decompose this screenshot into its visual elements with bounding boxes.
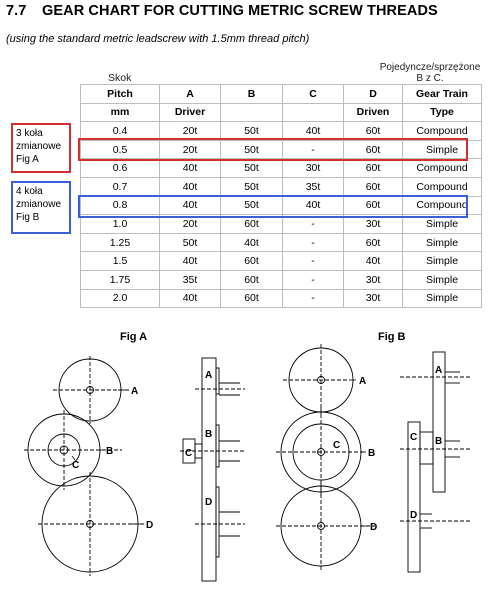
note-line: Fig A: [16, 154, 39, 165]
table-cell: 60t: [344, 140, 403, 159]
table-cell: 2.0: [81, 289, 160, 308]
header-cell: Driver: [160, 103, 221, 122]
fig-b-label: Fig B: [378, 331, 406, 343]
table-cell: -: [283, 252, 344, 271]
table-cell: 50t: [160, 233, 221, 252]
table-cell: 35t: [283, 177, 344, 196]
table-cell: 30t: [283, 159, 344, 178]
side-plate-b-lower: [408, 422, 420, 572]
table-cell: 40t: [283, 196, 344, 215]
table-cell: 60t: [344, 159, 403, 178]
note-line: zmianowe: [16, 141, 62, 152]
table-cell: 1.25: [81, 233, 160, 252]
header-cell: D: [344, 85, 403, 104]
table-cell: 40t: [160, 196, 221, 215]
fig-a-side-label-a: A: [205, 370, 213, 381]
table-cell: 50t: [221, 122, 283, 141]
header-cell: Driven: [344, 103, 403, 122]
header-cell: B: [221, 85, 283, 104]
fig-a-label-d: D: [146, 520, 154, 531]
fig-b-label-b: B: [368, 448, 376, 459]
table-cell: -: [283, 289, 344, 308]
annotation-skok: Skok: [108, 72, 132, 84]
table-cell: 20t: [160, 215, 221, 234]
table-cell: -: [283, 270, 344, 289]
table-cell: 40t: [283, 122, 344, 141]
title-text: GEAR CHART FOR CUTTING METRIC SCREW THREADS: [42, 3, 438, 19]
table-cell: 1.5: [81, 252, 160, 271]
header-cell: mm: [81, 103, 160, 122]
table-cell: Simple: [403, 215, 482, 234]
table-cell: 1.0: [81, 215, 160, 234]
fig-b-side-label-b: B: [435, 436, 443, 447]
table-cell: 1.75: [81, 270, 160, 289]
fig-a-side-label-c: C: [185, 448, 193, 459]
fig-a-side-view: [180, 358, 245, 581]
table-cell: 60t: [221, 289, 283, 308]
table-cell: 60t: [344, 177, 403, 196]
fig-b-side-label-d: D: [410, 510, 418, 521]
table-cell: 50t: [221, 196, 283, 215]
header-cell: Pitch: [81, 85, 160, 104]
table-cell: 0.5: [81, 140, 160, 159]
table-cell: Compound: [403, 177, 482, 196]
table-cell: Compound: [403, 196, 482, 215]
table-cell: Simple: [403, 233, 482, 252]
annotation-gear-type-line1: Pojedyncze/sprzężone: [379, 62, 481, 73]
section-number: 7.7: [6, 3, 27, 19]
table-cell: 40t: [160, 252, 221, 271]
table-cell: 50t: [221, 159, 283, 178]
header-cell: C: [283, 85, 344, 104]
note-line: Fig B: [16, 212, 40, 223]
side-plate-a: [202, 358, 216, 581]
table-cell: 30t: [344, 289, 403, 308]
table-cell: 50t: [221, 177, 283, 196]
table-cell: 40t: [221, 233, 283, 252]
fig-b-side-label-c: C: [410, 432, 418, 443]
table-cell: 50t: [221, 140, 283, 159]
fig-b-label-a: A: [359, 376, 367, 387]
table-cell: 60t: [221, 270, 283, 289]
table-cell: 20t: [160, 140, 221, 159]
table-cell: 0.8: [81, 196, 160, 215]
table-cell: 60t: [221, 252, 283, 271]
annotation-gear-type-line2: B z C.: [416, 73, 444, 84]
note-line: 3 koła: [16, 128, 43, 139]
table-cell: 60t: [344, 196, 403, 215]
table-cell: Simple: [403, 289, 482, 308]
table-cell: 30t: [344, 215, 403, 234]
note-line: zmianowe: [16, 199, 62, 210]
table-cell: Simple: [403, 270, 482, 289]
fig-b-label-c: C: [333, 440, 341, 451]
table-cell: Compound: [403, 159, 482, 178]
fig-a-side-label-b: B: [205, 429, 213, 440]
table-cell: 40t: [344, 252, 403, 271]
table-cell: 35t: [160, 270, 221, 289]
table-cell: 30t: [344, 270, 403, 289]
table-cell: -: [283, 215, 344, 234]
table-cell: 40t: [160, 177, 221, 196]
header-cell: Type: [403, 103, 482, 122]
header-cell: Gear Train: [403, 85, 482, 104]
table-cell: 60t: [221, 215, 283, 234]
fig-a-label-a: A: [131, 386, 139, 397]
table-cell: 0.6: [81, 159, 160, 178]
table-cell: Simple: [403, 252, 482, 271]
note-line: 4 koła: [16, 186, 43, 197]
table-cell: 40t: [160, 289, 221, 308]
table-cell: 40t: [160, 159, 221, 178]
table-cell: 20t: [160, 122, 221, 141]
fig-b-side-label-a: A: [435, 365, 443, 376]
fig-b-label-d: D: [370, 522, 378, 533]
table-cell: Compound: [403, 122, 482, 141]
fig-a-label: Fig A: [120, 331, 148, 343]
table-cell: 0.4: [81, 122, 160, 141]
fig-a-front-view: [24, 356, 145, 576]
header-cell: A: [160, 85, 221, 104]
table-cell: 60t: [344, 122, 403, 141]
fig-a-label-b: B: [106, 446, 114, 457]
table-cell: 60t: [344, 233, 403, 252]
fig-a-side-label-d: D: [205, 497, 213, 508]
subtitle: (using the standard metric leadscrew with 1.5mm thread pitch): [6, 33, 310, 45]
table-cell: -: [283, 140, 344, 159]
table-cell: -: [283, 233, 344, 252]
fig-a-label-c: C: [72, 460, 80, 471]
table-cell: 0.7: [81, 177, 160, 196]
table-cell: Simple: [403, 140, 482, 159]
fig-b-side-view: [400, 352, 470, 572]
